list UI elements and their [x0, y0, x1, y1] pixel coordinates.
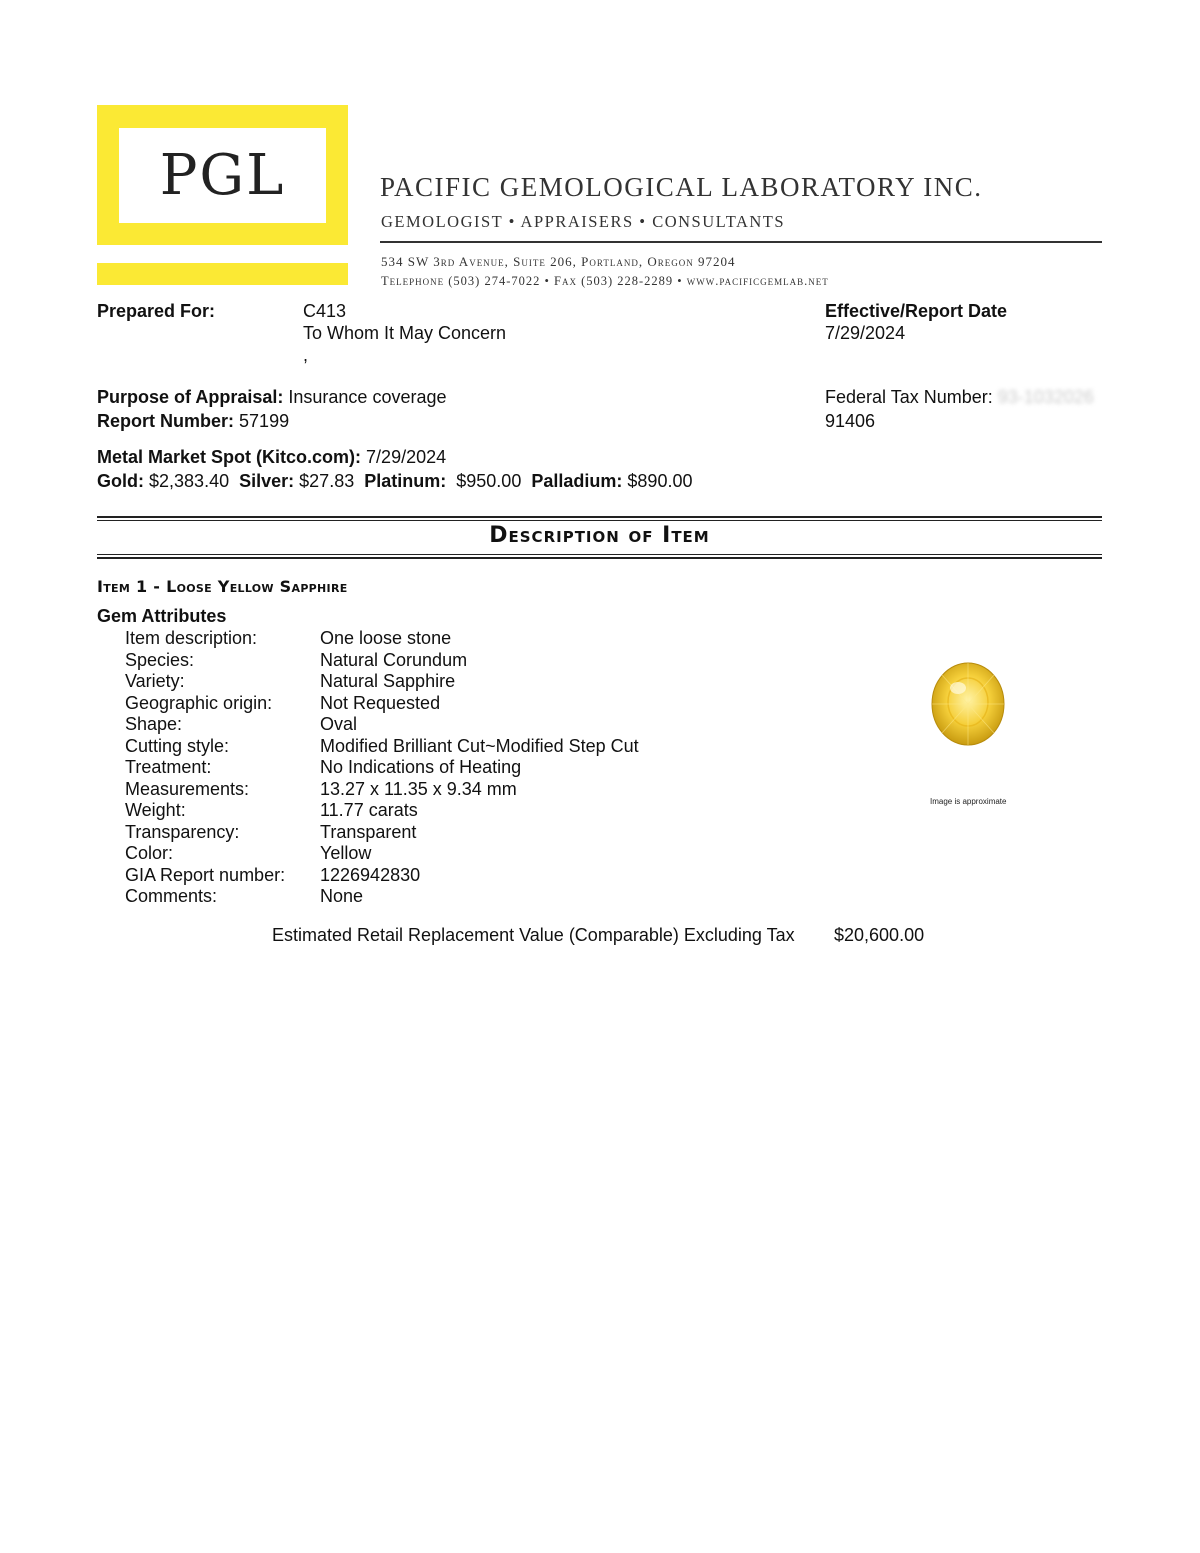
attr-label: Species:	[125, 649, 195, 670]
attr-label: Treatment:	[125, 757, 212, 777]
logo: PGL	[119, 128, 326, 223]
banner-top-rule-thick	[97, 516, 1102, 518]
palladium-value: $890.00	[627, 471, 693, 491]
banner-bottom-rule-thick	[97, 557, 1102, 559]
attr-value: 11.77 carats	[320, 800, 418, 820]
federal-tax-row	[825, 386, 1102, 408]
attr-label: Cutting style:	[125, 735, 230, 756]
platinum-label: Platinum:	[364, 471, 447, 491]
value-amount: $20,600.00	[834, 925, 925, 945]
gold-value: $2,383.40	[149, 471, 230, 491]
silver-value: $27.83	[299, 471, 355, 491]
report-number-value: 57199	[239, 411, 290, 431]
gem-attributes-heading: Gem Attributes	[97, 606, 227, 626]
attr-label: Geographic origin:	[125, 692, 273, 713]
report-number-row	[97, 410, 289, 432]
metal-market-label: Metal Market Spot (Kitco.com):	[97, 447, 362, 467]
metal-market-row	[97, 446, 446, 468]
attr-value: 13.27 x 11.35 x 9.34 mm	[320, 778, 517, 799]
item-title: Item 1 - Loose Yellow Sapphire	[97, 577, 348, 596]
attr-value: Transparent	[320, 821, 417, 842]
attr-label: Item description:	[125, 628, 258, 648]
attr-value: Natural Sapphire	[320, 671, 456, 691]
client-id: C413	[303, 301, 347, 321]
banner-top-rule-thin	[97, 520, 1102, 521]
report-number-label: Report Number:	[97, 411, 235, 431]
federal-tax-value: 93-1032026	[997, 387, 1094, 407]
section-title: Description of Item	[489, 523, 710, 548]
attr-value: No Indications of Heating	[320, 757, 522, 777]
metal-market-date: 7/29/2024	[366, 447, 447, 467]
report-date-label: Effective/Report Date	[825, 301, 1008, 321]
gold-label: Gold:	[97, 471, 144, 491]
attr-value: One loose stone	[320, 628, 452, 648]
attr-value: Not Requested	[320, 692, 441, 713]
attr-label: Transparency:	[125, 821, 240, 842]
attr-value: 1226942830	[320, 864, 421, 885]
letterhead-divider	[380, 241, 1102, 243]
attr-label: Shape:	[125, 714, 183, 734]
client-name: To Whom It May Concern	[303, 323, 507, 343]
purpose-value: Insurance coverage	[288, 387, 447, 407]
gem-image	[925, 658, 1011, 750]
attr-label: Comments:	[125, 886, 218, 906]
report-date-value: 7/29/2024	[825, 323, 906, 343]
attr-label: Variety:	[125, 671, 185, 691]
attr-label: GIA Report number:	[125, 864, 286, 885]
lab-name: PACIFIC GEMOLOGICAL LABORATORY INC.	[380, 172, 983, 202]
value-label: Estimated Retail Replacement Value (Comparable) Excluding Tax	[272, 925, 795, 945]
attr-label: Weight:	[125, 800, 186, 820]
federal-tax-label: Federal Tax Number:	[825, 387, 993, 407]
banner-bottom-rule-thin	[97, 554, 1102, 555]
client-extra: ,	[303, 345, 309, 365]
metal-prices-row	[97, 470, 692, 492]
purpose-row	[97, 386, 447, 408]
attr-value: Modified Brilliant Cut~Modified Step Cut	[320, 735, 639, 756]
platinum-value: $950.00	[456, 471, 522, 491]
attr-label: Measurements:	[125, 778, 250, 799]
prepared-for-label: Prepared For:	[97, 301, 216, 321]
attr-value: Natural Corundum	[320, 649, 468, 670]
attr-value: Yellow	[320, 843, 372, 863]
attr-value: Oval	[320, 714, 358, 734]
lab-phone-line: Telephone (503) 274-7022 • Fax (503) 228-2289 • www.pacificgemlab.net	[381, 274, 829, 288]
palladium-label: Palladium:	[531, 471, 623, 491]
lab-tagline: GEMOLOGIST • APPRAISERS • CONSULTANTS	[381, 212, 786, 231]
attr-value: None	[320, 886, 364, 906]
federal-tax-second-line: 91406	[825, 411, 876, 431]
purpose-label: Purpose of Appraisal:	[97, 387, 284, 407]
logo-underbar	[97, 263, 348, 285]
image-caption: Image is approximate	[930, 797, 1007, 806]
lab-address: 534 SW 3rd Avenue, Suite 206, Portland, Oregon 97204	[381, 254, 736, 269]
attr-label: Color:	[125, 843, 174, 863]
silver-label: Silver:	[239, 471, 295, 491]
